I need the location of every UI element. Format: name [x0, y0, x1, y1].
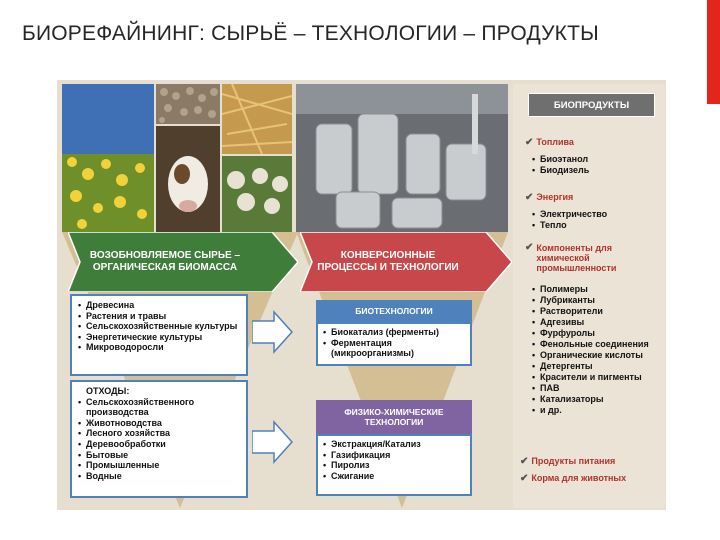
waste-item: • Животноводства [78, 418, 240, 429]
category-energy [525, 192, 660, 203]
photo-cow [156, 126, 220, 232]
category-chemicals [525, 243, 660, 273]
feedstock-item: • Сельскохозяйственные культуры [78, 321, 240, 332]
arrow-to-physchem [252, 420, 294, 464]
category-feed [520, 473, 662, 484]
waste-box [70, 380, 248, 498]
feedstock-box [70, 294, 248, 376]
biotech-heading: БИОТЕХНОЛОГИИ [316, 300, 472, 322]
conversion-arrow-label: КОНВЕРСИОННЫЕ ПРОЦЕССЫ И ТЕХНОЛОГИИ [317, 250, 459, 273]
category-food-label: Продукты питания [531, 456, 616, 466]
accent-bar [707, 0, 720, 104]
fuels-item: • Биодизель [532, 165, 660, 176]
category-food [520, 456, 662, 467]
arrow-to-biotech [252, 310, 294, 354]
feedstock-arrow-label: ВОЗОБНОВЛЯЕМОЕ СЫРЬЕ – ОРГАНИЧЕСКАЯ БИОМАССА [89, 250, 241, 273]
category-fuels [525, 137, 660, 148]
photo-rapeseed-field [62, 84, 154, 232]
photo-straw [222, 84, 292, 154]
category-energy-label: Энергия [536, 192, 574, 202]
physchem-heading: ФИЗИКО-ХИМИЧЕСКИЕ ТЕХНОЛОГИИ [316, 400, 472, 434]
bioproducts-heading: БИОПРОДУКТЫ [528, 93, 655, 117]
chemicals-item: • Органические кислоты [532, 350, 660, 361]
chemicals-item: • Красители и пигменты [532, 372, 660, 383]
physchem-item: • Газификация [323, 450, 465, 461]
checkmark-icon: ✔ [525, 192, 534, 203]
waste-item: • Сельскохозяйственного производства [78, 397, 240, 418]
photo-wood-pellets [156, 84, 220, 124]
waste-item: • Водные [78, 471, 240, 482]
physchem-item: • Экстракция/Катализ [323, 439, 465, 450]
chemicals-item: • Адгезивы [532, 317, 660, 328]
fuels-list [532, 154, 660, 176]
waste-item: • Лесного хозяйства [78, 428, 240, 439]
category-chemicals-label: Компоненты для химической промышленности [536, 243, 617, 273]
chemicals-item: • Растворители [532, 306, 660, 317]
photo-vegetables [222, 156, 292, 232]
waste-item: • Промышленные [78, 460, 240, 471]
checkmark-icon: ✔ [520, 473, 529, 484]
checkmark-icon: ✔ [525, 137, 534, 148]
photo-biorefinery-plant [296, 84, 508, 232]
chemicals-item: • Полимеры [532, 284, 660, 295]
feedstock-item: • Растения и травы [78, 311, 240, 322]
chemicals-item: • Лубриканты [532, 295, 660, 306]
waste-item: • Деревообработки [78, 439, 240, 450]
physchem-item: • Пиролиз [323, 460, 465, 471]
physchem-box [316, 434, 472, 496]
waste-item: • Бытовые [78, 450, 240, 461]
checkmark-icon: ✔ [520, 456, 529, 467]
category-fuels-label: Топлива [536, 137, 574, 147]
energy-list [532, 209, 660, 231]
energy-item: • Тепло [532, 220, 660, 231]
feedstock-item: • Древесина [78, 300, 240, 311]
fuels-item: • Биоэтанол [532, 154, 660, 165]
checkmark-icon: ✔ [525, 242, 534, 253]
chemicals-item: • Фурфуролы [532, 328, 660, 339]
feedstock-item: • Микроводоросли [78, 342, 240, 353]
chemicals-list [532, 284, 660, 416]
slide-title: БИОРЕФАЙНИНГ: СЫРЬЁ – ТЕХНОЛОГИИ – ПРОДУКТЫ [22, 22, 599, 45]
chemicals-item: • Фенольные соединения [532, 339, 660, 350]
waste-heading: ОТХОДЫ: [86, 386, 130, 396]
chemicals-item: • ПАВ [532, 383, 660, 394]
chemicals-item: • Катализаторы [532, 394, 660, 405]
feedstock-item: • Энергетические культуры [78, 332, 240, 343]
energy-item: • Электричество [532, 209, 660, 220]
biotech-box [316, 322, 472, 366]
biotech-item: • Биокатализ (ферменты) [323, 327, 465, 338]
chemicals-item: • и др. [532, 405, 660, 416]
physchem-item: • Сжигание [323, 471, 465, 482]
biotech-item: • Ферментация (микроорганизмы) [323, 338, 465, 359]
chemicals-item: • Детергенты [532, 361, 660, 372]
category-feed-label: Корма для животных [531, 473, 627, 483]
